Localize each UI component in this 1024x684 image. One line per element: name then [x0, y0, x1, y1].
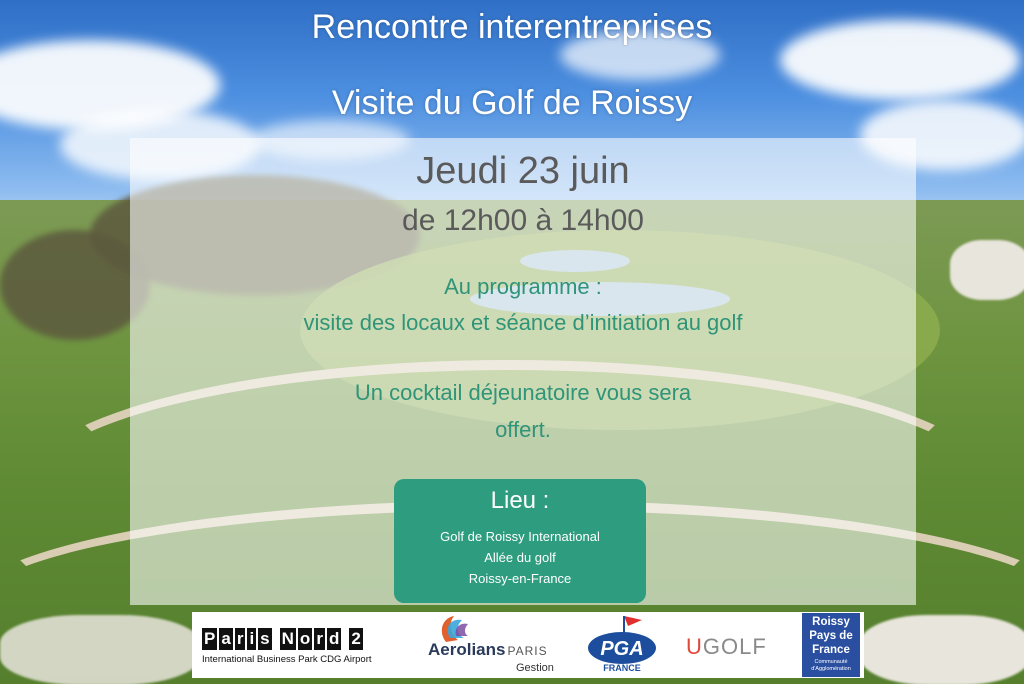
event-date: Jeudi 23 juin [416, 150, 630, 192]
rocks [860, 615, 1024, 684]
program-text: visite des locaux et séance d’initiation au golf [303, 310, 743, 335]
aerolians-sub: Gestion [516, 662, 554, 674]
rpf-line-2: Pays de [809, 630, 853, 642]
ugolf-wordmark [686, 634, 767, 660]
aerolians-wordmark [428, 640, 548, 660]
cocktail-line-1: Un cocktail déjeunatoire vous sera [354, 380, 692, 405]
rpf-small-2: d'Agglomération [811, 666, 851, 672]
rocks [950, 240, 1024, 300]
event-hours: de 12h00 à 14h00 [402, 204, 644, 237]
location-box [394, 479, 646, 603]
title-line-1: Rencontre interentreprises [311, 8, 713, 46]
aerolians-logo [428, 612, 558, 678]
ugolf-rest: GOLF [702, 634, 767, 659]
partner-logos-strip [192, 612, 864, 678]
tree-line [0, 230, 150, 340]
rpf-small [802, 659, 860, 673]
rpf-line-1: Roissy [812, 616, 850, 628]
pga-sub: FRANCE [603, 663, 641, 673]
location-title: Lieu : [490, 487, 550, 514]
rpf-line-3: France [812, 644, 850, 656]
letter: P [204, 629, 216, 648]
program-heading: Au programme : [444, 274, 602, 299]
location-line-1: Golf de Roissy International [440, 529, 600, 544]
title-line-2: Visite du Golf de Roissy [331, 84, 693, 122]
ugolf-u: U [686, 634, 703, 659]
paris-nord-2-subtitle: International Business Park CDG Airport [202, 654, 372, 665]
letter: 2 [351, 629, 361, 648]
letter: a [221, 629, 231, 648]
letter: r [316, 629, 323, 648]
paris-nord-2-wordmark [202, 628, 363, 650]
paris-nord-2-logo [202, 612, 398, 678]
letter: i [249, 629, 255, 648]
letter: s [260, 629, 270, 648]
ugolf-logo [686, 612, 778, 678]
rocks [0, 615, 200, 684]
pga-text: PGA [600, 638, 644, 660]
location-line-2: Allée du golf [484, 550, 556, 565]
location-line-3: Roissy-en-France [468, 571, 572, 586]
letter: r [236, 629, 244, 648]
letter: o [299, 629, 311, 648]
aerolians-name: Aerolians [428, 640, 506, 659]
roissy-pays-de-france-logo [802, 613, 860, 677]
cocktail-line-2: offert. [495, 417, 551, 442]
letter: N [281, 629, 294, 648]
letter: d [328, 629, 340, 648]
aerolians-paris: PARIS [507, 644, 548, 658]
pga-france-mark-icon [584, 612, 662, 674]
pga-france-logo [584, 612, 662, 678]
rpf-small-1: Communauté [814, 659, 848, 665]
